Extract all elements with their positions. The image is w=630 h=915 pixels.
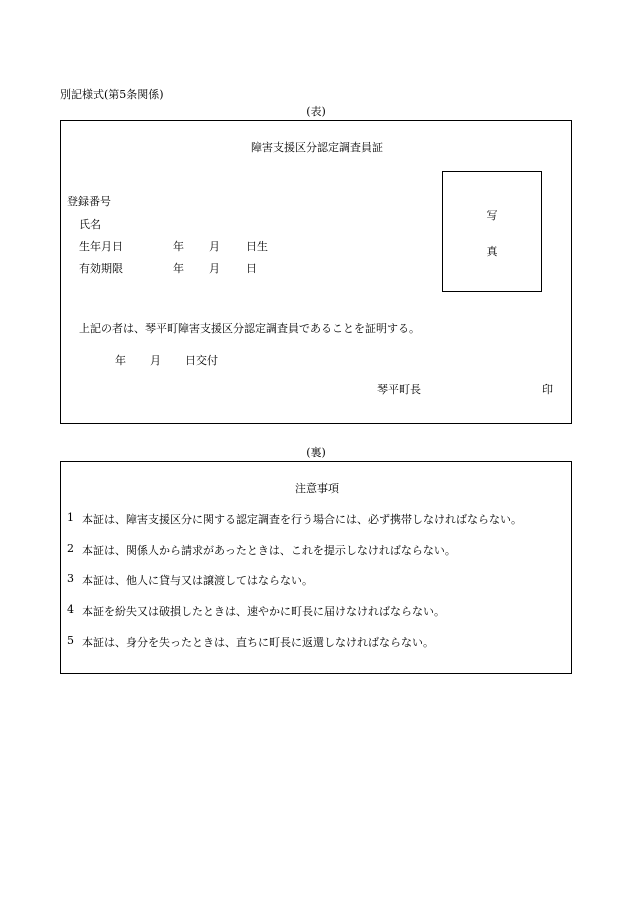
photo-box bbox=[442, 171, 542, 292]
birth-day-unit: 日生 bbox=[246, 240, 268, 253]
back-card bbox=[60, 461, 572, 674]
notice-item-5-number: 5 bbox=[67, 634, 74, 647]
back-side-label: (裏) bbox=[306, 446, 326, 459]
name-label: 氏名 bbox=[79, 218, 101, 231]
certification-text: 上記の者は、琴平町障害支援区分認定調査員であることを証明する。 bbox=[79, 322, 420, 335]
photo-label-1: 写 bbox=[486, 209, 498, 222]
birth-year-unit: 年 bbox=[173, 240, 184, 253]
validity-label: 有効期限 bbox=[79, 262, 123, 275]
birth-month-unit: 月 bbox=[209, 240, 220, 253]
front-title: 障害支援区分認定調査員証 bbox=[251, 141, 383, 154]
back-title: 注意事項 bbox=[295, 482, 339, 495]
validity-day-unit: 日 bbox=[246, 262, 257, 275]
validity-year-unit: 年 bbox=[173, 262, 184, 275]
photo-label-2: 真 bbox=[486, 245, 498, 258]
notice-item-5-text: 本証は、身分を失ったときは、直ちに町長に返還しなければならない。 bbox=[82, 636, 434, 649]
form-label: 別記様式(第5条関係) bbox=[60, 88, 164, 101]
notice-item-1-text: 本証は、障害支援区分に関する認定調査を行う場合には、必ず携帯しなければならない。 bbox=[82, 513, 522, 526]
notice-item-2-text: 本証は、関係人から請求があったときは、これを提示しなければならない。 bbox=[82, 544, 456, 557]
seal-mark: 印 bbox=[542, 383, 553, 396]
notice-item-2-number: 2 bbox=[67, 542, 74, 555]
issuer-label: 琴平町長 bbox=[377, 383, 421, 396]
notice-item-4-text: 本証を紛失又は破損したときは、速やかに町長に届けなければならない。 bbox=[82, 605, 445, 618]
birth-date-label: 生年月日 bbox=[79, 240, 123, 253]
issue-month-unit: 月 bbox=[150, 354, 161, 367]
notice-item-3-number: 3 bbox=[67, 572, 74, 585]
notice-item-4-number: 4 bbox=[67, 603, 74, 616]
notice-item-3-text: 本証は、他人に貸与又は譲渡してはならない。 bbox=[82, 574, 313, 587]
issue-year-unit: 年 bbox=[115, 354, 126, 367]
registration-number-label: 登録番号 bbox=[67, 195, 111, 208]
validity-month-unit: 月 bbox=[209, 262, 220, 275]
front-side-label: (表) bbox=[306, 105, 326, 118]
notice-item-1-number: 1 bbox=[67, 511, 74, 524]
issue-day-unit: 日交付 bbox=[185, 354, 218, 367]
front-card bbox=[60, 120, 572, 424]
